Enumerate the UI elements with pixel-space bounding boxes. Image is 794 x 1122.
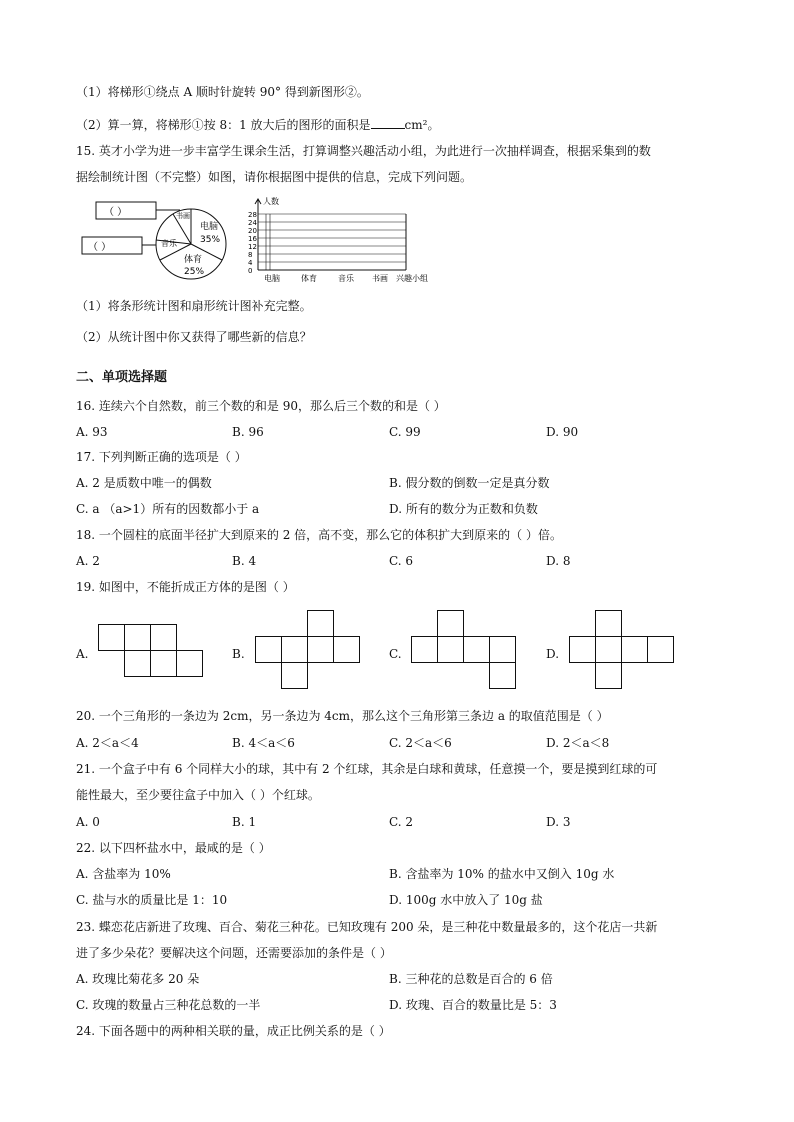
q21-option-c[interactable]: C. 2 <box>389 815 414 829</box>
cube-net-d <box>569 610 681 692</box>
q21-option-b[interactable]: B. 1 <box>232 815 257 829</box>
q17-option-b[interactable]: B. 假分数的倒数一定是真分数 <box>389 476 550 490</box>
bar-category-label: 体育 <box>301 274 317 283</box>
q18-option-d[interactable]: D. 8 <box>546 554 571 568</box>
q23-option-a[interactable]: A. 玫瑰比菊花多 20 朵 <box>76 972 200 986</box>
bar-chart <box>248 196 428 283</box>
pie-label-box-other-text: （ ） <box>88 242 112 253</box>
q18-option-b[interactable]: B. 4 <box>232 554 257 568</box>
pie-chart <box>82 202 226 279</box>
q14-part2 <box>76 116 439 133</box>
q16-stem: 16. 连续六个自然数，前三个数的和是 90，那么后三个数的和是（ ） <box>76 399 446 413</box>
bar-category-label: 电脑 <box>264 274 280 283</box>
q18-stem: 18. 一个圆柱的底面半径扩大到原来的 2 倍，高不变，那么它的体积扩大到原来的（ ）倍。 <box>76 528 562 542</box>
bar-ytick-label: 28 <box>248 211 257 219</box>
q16-option-c[interactable]: C. 99 <box>389 425 421 439</box>
bar-category-label: 音乐 <box>338 274 354 283</box>
q24-stem: 24. 下面各题中的两种相关联的量，成正比例关系的是（ ） <box>76 1024 391 1038</box>
q23-stem-line1: 23. 蝶恋花店新进了玫瑰、百合、菊花三种花。已知玫瑰有 200 朵，是三种花中数量最多的，这个花店一共新 <box>76 920 658 934</box>
q20-option-d[interactable]: D. 2＜a＜8 <box>546 736 610 750</box>
q21-option-a[interactable]: A. 0 <box>76 815 100 829</box>
q17-option-a[interactable]: A. 2 是质数中唯一的偶数 <box>76 476 212 490</box>
pie-label-music: 音乐 <box>161 239 177 248</box>
bar-ylabel: 人数 <box>263 197 279 206</box>
pie-label-pe: 体育 <box>184 255 203 265</box>
bar-category-label: 书画 <box>372 274 388 283</box>
q14-answer-blank[interactable] <box>371 116 405 129</box>
q22-option-d[interactable]: D. 100g 水中放入了 10g 盐 <box>389 893 543 907</box>
q19-option-d[interactable]: D. <box>546 647 560 661</box>
q18-option-a[interactable]: A. 2 <box>76 554 100 568</box>
q15-sub1: （1）将条形统计图和扇形统计图补充完整。 <box>76 299 312 313</box>
q17-stem: 17. 下列判断正确的选项是（ ） <box>76 450 247 464</box>
q16-option-d[interactable]: D. 90 <box>546 425 579 439</box>
q23-stem-line2: 进了多少朵花？要解决这个问题，还需要添加的条件是（ ） <box>76 946 392 960</box>
section-heading-single-choice: 二、单项选择题 <box>76 370 168 385</box>
pie-label-box-art-text: （ ） <box>104 207 128 218</box>
cube-net-b <box>255 610 367 692</box>
q15-stem-line2: 据绘制统计图（不完整）如图，请你根据图中提供的信息，完成下列问题。 <box>76 170 473 184</box>
q21-option-d[interactable]: D. 3 <box>546 815 571 829</box>
q19-option-b[interactable]: B. <box>232 647 245 661</box>
q23-option-b[interactable]: B. 三种花的总数是百合的 6 倍 <box>389 972 553 986</box>
bar-ytick-label: 0 <box>248 267 253 275</box>
q14-part2-text: （2）算一算，将梯形①按 8：1 放大后的图形的面积是 <box>76 118 371 132</box>
q15-stem-line1: 15. 英才小学为进一步丰富学生课余生活，打算调整兴趣活动小组，为此进行一次抽样调查，根据采集到的数 <box>76 144 651 158</box>
q20-option-a[interactable]: A. 2＜a＜4 <box>76 736 139 750</box>
q22-option-c[interactable]: C. 盐与水的质量比是 1：10 <box>76 893 228 907</box>
bar-ytick-label: 16 <box>248 235 257 243</box>
cube-net-c <box>411 610 523 692</box>
q17-option-d[interactable]: D. 所有的数分为正数和负数 <box>389 502 538 516</box>
q22-option-a[interactable]: A. 含盐率为 10% <box>76 867 171 881</box>
q15-sub2: （2）从统计图中你又获得了哪些新的信息？ <box>76 330 312 344</box>
pie-label-computer: 电脑 <box>200 222 219 232</box>
bar-xlabel: 兴趣小组 <box>396 274 428 283</box>
q18-option-c[interactable]: C. 6 <box>389 554 414 568</box>
pie-label-art: 书画 <box>176 212 190 220</box>
q19-option-a[interactable]: A. <box>76 647 89 661</box>
q20-stem: 20. 一个三角形的一条边为 2cm，另一条边为 4cm，那么这个三角形第三条边 a 的取值范围是（ ） <box>76 709 609 723</box>
q21-stem-line2: 能性最大，至少要往盒子中加入（ ）个红球。 <box>76 788 320 802</box>
q20-option-c[interactable]: C. 2＜a＜6 <box>389 736 452 750</box>
q17-option-c[interactable]: C. a （a>1）所有的因数都小于 a <box>76 502 260 516</box>
q19-stem: 19. 如图中，不能折成正方体的是图（ ） <box>76 580 295 594</box>
cube-net-a <box>98 624 208 680</box>
bar-ytick-label: 24 <box>248 219 257 227</box>
q16-option-b[interactable]: B. 96 <box>232 425 264 439</box>
q22-option-b[interactable]: B. 含盐率为 10% 的盐水中又倒入 10g 水 <box>389 867 615 881</box>
bar-ytick-label: 12 <box>248 243 257 251</box>
q15-statistics-figure <box>76 192 456 284</box>
q20-option-b[interactable]: B. 4＜a＜6 <box>232 736 295 750</box>
bar-ytick-label: 4 <box>248 259 253 267</box>
pie-pct-computer: 35% <box>200 235 221 245</box>
q22-stem: 22. 以下四杯盐水中，最咸的是（ ） <box>76 841 271 855</box>
bar-ytick-label: 8 <box>248 251 253 259</box>
pie-pct-pe: 25% <box>184 267 205 277</box>
q14-part1: （1）将梯形①绕点 A 顺时针旋转 90° 得到新图形②。 <box>76 85 369 99</box>
q23-option-d[interactable]: D. 玫瑰、百合的数量比是 5：3 <box>389 998 557 1012</box>
q21-stem-line1: 21. 一个盒子中有 6 个同样大小的球，其中有 2 个红球，其余是白球和黄球，任意摸一个，要是摸到红球的可 <box>76 762 658 776</box>
bar-ytick-label: 20 <box>248 227 257 235</box>
q19-option-c[interactable]: C. <box>389 647 402 661</box>
q16-option-a[interactable]: A. 93 <box>76 425 108 439</box>
q14-part2-unit: cm²。 <box>404 118 440 132</box>
q23-option-c[interactable]: C. 玫瑰的数量占三种花总数的一半 <box>76 998 261 1012</box>
